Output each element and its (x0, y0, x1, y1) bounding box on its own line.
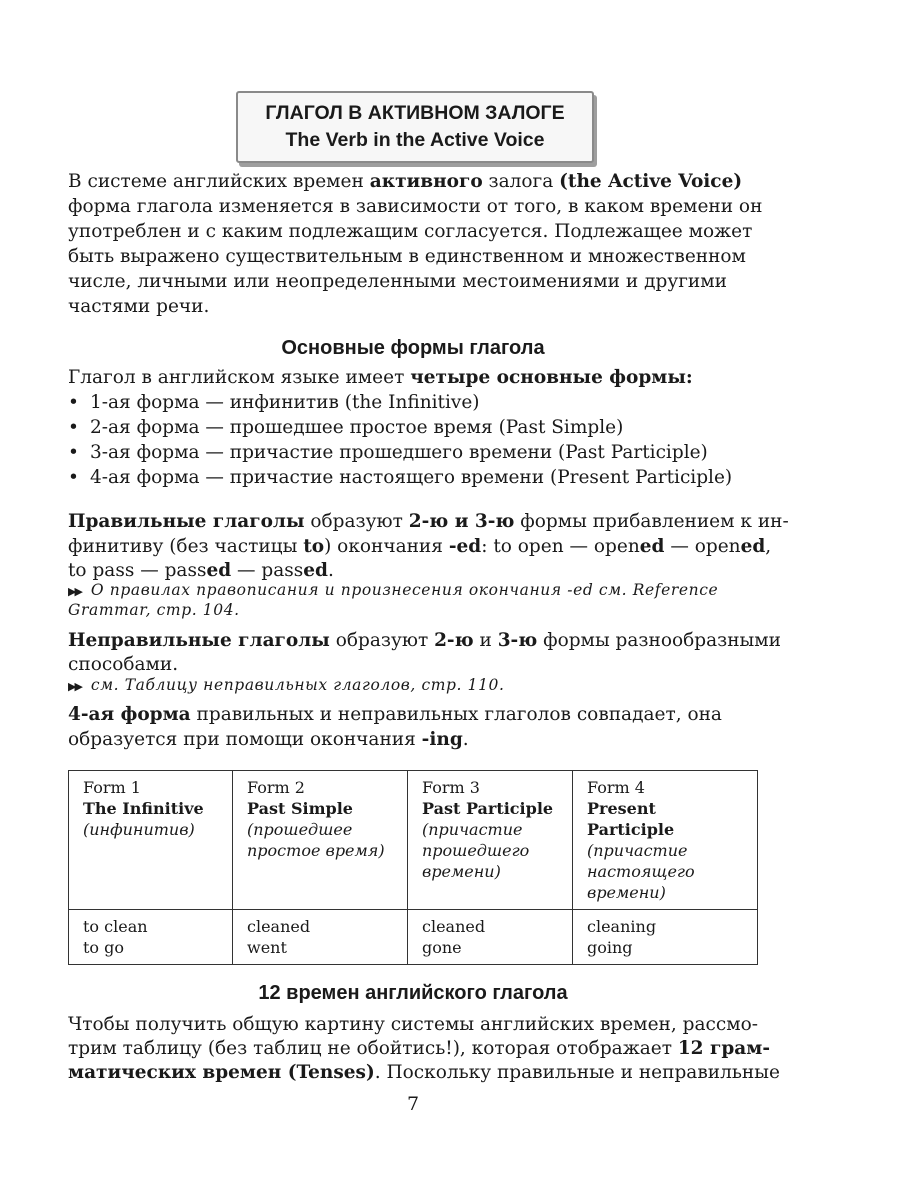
table-cell: cleaned gone (408, 910, 573, 965)
table-header-cell: Form 3 Past Participle (причастие прошедшего времени) (408, 771, 573, 910)
chapter-title-box (236, 91, 594, 163)
double-arrow-icon: ▶▶ (68, 680, 81, 693)
intro-line-6: частями речи. (68, 296, 210, 317)
intro-line-4: быть выражено существительным в единственном и множественном (68, 246, 746, 267)
table-header-cell: Form 2 Past Simple (прошедшее простое время) (233, 771, 408, 910)
chapter-title-ru: ГЛАГОЛ В АКТИВНОМ ЗАЛОГЕ (265, 102, 565, 124)
table-cell: to clean to go (69, 910, 233, 965)
list-item: • 4-ая форма — причастие настоящего времени (Present Participle) (68, 467, 733, 488)
intro-line-5: числе, личными или неопределенными местоимениями и другими (68, 271, 727, 292)
table-cell: cleaned went (233, 910, 408, 965)
table-header-cell: Form 1 The Infinitive (инфинитив) (69, 771, 233, 910)
verb-forms-table (68, 770, 758, 965)
irregular-line-1: Неправильные глаголы образуют 2-ю и 3-ю формы разнообразными (68, 630, 781, 651)
table-header-row (69, 771, 758, 910)
section-heading-forms: Основные формы глагола (281, 337, 545, 359)
forms-lead: Глагол в английском языке имеет четыре основные формы: (68, 367, 693, 388)
irregular-note: ▶▶ см. Таблицу неправильных глаголов, стр. 110. (68, 676, 505, 694)
list-item: • 3-ая форма — причастие прошедшего времени (Past Participle) (68, 442, 708, 463)
table-row (69, 910, 758, 965)
table-cell: cleaning going (573, 910, 758, 965)
double-arrow-icon: ▶▶ (68, 585, 81, 598)
list-item: • 1-ая форма — инфинитив (the Infinitive) (68, 392, 480, 413)
tenses-line-2: трим таблицу (без таблиц не обойтись!), которая отображает 12 грам- (68, 1038, 771, 1059)
tenses-line-1: Чтобы получить общую картину системы английских времен, рассмо- (68, 1014, 758, 1035)
fourth-form-line-2: образуется при помощи окончания -ing. (68, 729, 469, 750)
reference-note: ▶▶ О правилах правописания и произнесения окончания -ed см. Reference (68, 581, 719, 599)
page-number: 7 (406, 1093, 420, 1115)
reference-note-cont: Grammar, стр. 104. (68, 601, 240, 619)
irregular-line-2: способами. (68, 654, 179, 675)
regular-line-3: to pass — passed — passed. (68, 560, 334, 581)
chapter-title-en: The Verb in the Active Voice (285, 129, 545, 151)
table-header-cell: Form 4 Present Participle (причастие настоящего времени) (573, 771, 758, 910)
regular-line-1: Правильные глаголы образуют 2-ю и 3-ю формы прибавлением к ин- (68, 511, 789, 532)
intro-line-2: форма глагола изменяется в зависимости от того, в каком времени он (68, 196, 763, 217)
regular-line-2: финитиву (без частицы to) окончания -ed: to open — opened — opened, (68, 536, 772, 557)
fourth-form-line-1: 4-ая форма правильных и неправильных глаголов совпадает, она (68, 704, 722, 725)
section-heading-tenses: 12 времен английского глагола (258, 982, 568, 1004)
intro-line-1: В системе английских времен активного залога (the Active Voice) (68, 171, 743, 192)
list-item: • 2-ая форма — прошедшее простое время (Past Simple) (68, 417, 624, 438)
tenses-line-3: матических времен (Tenses). Поскольку правильные и неправильные (68, 1062, 780, 1083)
intro-line-3: употреблен и с каким подлежащим согласуется. Подлежащее может (68, 221, 753, 242)
